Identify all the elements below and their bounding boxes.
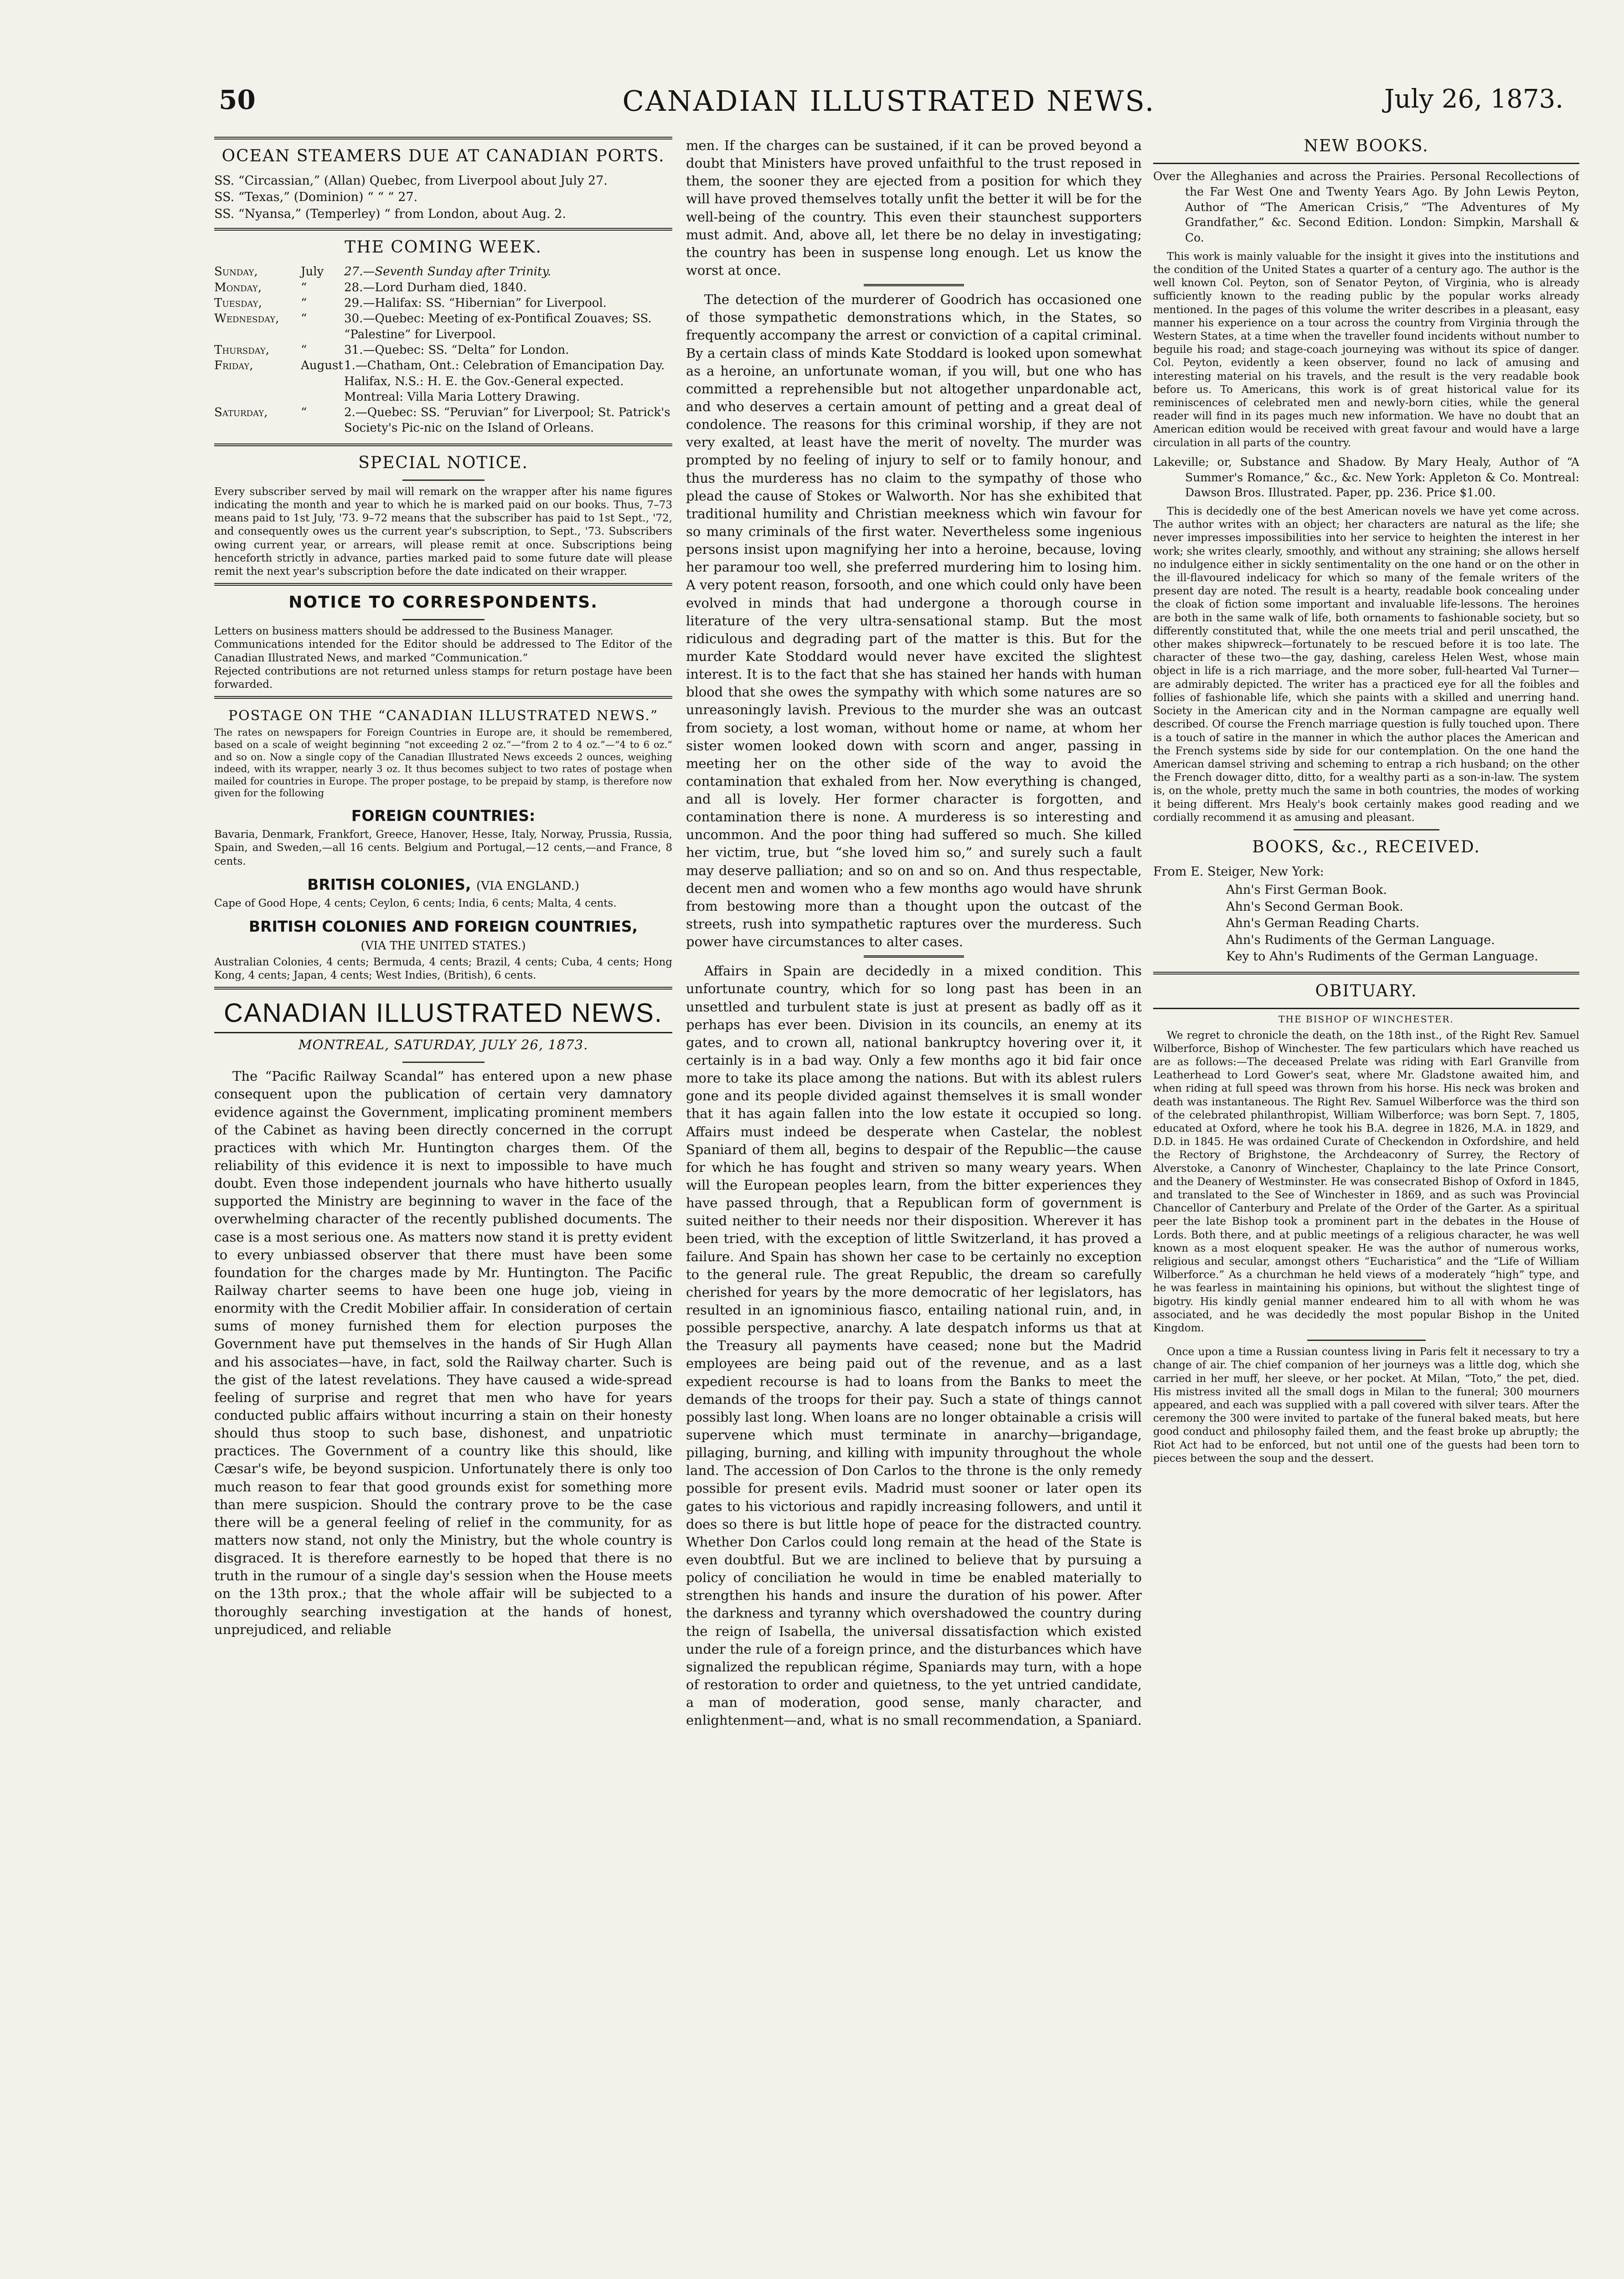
list-item: Ahn's Second German Book. — [1226, 899, 1403, 914]
book-review: This is decidedly one of the best American novels we have yet come across. The author writes with an object; her characters are natural as the life; she never impresses impossibilities into her service to heighten the interest in her work; she writes clearly, smoothly, and without any straining; she allows herself no indulgence either in sickly sentimentality on the one hand or on the other in the ill-flavoured indelicacy for which so many of the female writers of the present day are noted. The result is a hearty, readable book concealing under the cloak of fiction some important and invaluable life-lessons. The heroines are both in the same walk of life, both ornaments to fashionable society, but so differently constituted that, while the one meets trial and peril unscathed, the other makes shipwreck—fortunately to be rescued before it is too late. The character of these two—the gay, dashing, careless Helen West, whose main object in life is a rich marriage, and the more sober, full-hearted Val Turner—are admirably depicted. The writer has a practiced eye for all the foibles and follies of fashionable life, which she paints with a skilled and unerring hand. Society in the American city and in the Norman campagne are equally well described. Of course the French marriage question is fully touched upon. There is a touch of satire in the manner in which the author places the American and the French systems side by side for our contemplation. On the one hand the American damsel striving and scheming to entrap a rich husband; on the other the French dowager ditto, ditto, for a wealthy parti as a son-in-law. The system is, on the whole, pretty much the same in both countries, the modes of working it being different. Mrs Healy's book certainly makes good reading and we cordially recommend it as amusing and pleasant. — [1153, 505, 1579, 824]
editorial-dateline: MONTREAL, SATURDAY, JULY 26, 1873. — [298, 1037, 588, 1053]
short-rule — [402, 619, 485, 620]
week-event: Thursday, “ 31.—Quebec: SS. “Delta” for London. — [214, 343, 569, 357]
anecdote-text: Once upon a time a Russian countess living in Paris felt it necessary to try a change of air. The chief companion of her journeys was a little dog, which she carried in her muff, her sleeve, or her pocket. At Milan, “Toto,” the pet, died. His mistress invited all the small dogs in Milan to the funeral; 300 mourners appeared, and each was supplied with a pall covered with silver tears. After the ceremony the 300 were invited to partake of the funeral baked meats, but here good conduct and philosophy failed them, and the feast broke up abruptly; the Riot Act had to be enforced, but not until one of the guests had been torn to pieces between the soup and the dessert. — [1153, 1346, 1579, 1464]
divider — [1153, 163, 1579, 164]
steamer-line: SS. “Nyansa,” (Temperley) “ from London, about Aug. 2. — [214, 206, 566, 221]
list-item: Ahn's Rudiments of the German Language. — [1226, 933, 1495, 947]
column-3 — [1153, 137, 1579, 2243]
divider — [214, 1032, 672, 1033]
british-foreign-via: (VIA THE UNITED STATES.) — [361, 938, 526, 952]
week-event: Monday, “ 28.—Lord Durham died, 1840. — [214, 280, 527, 294]
list-item: Ahn's German Reading Charts. — [1226, 916, 1420, 931]
book-entry: Over the Alleghanies and across the Prairies. Personal Recollections of the Far West One and Twenty Years Ago. By John Lewis Peyton, Author of “The American Crisis,” “The Adventures of My Grandfather,” &c. Second Edition. London: Simpkin, Marshall & Co. — [1153, 170, 1579, 244]
steamer-line: SS. “Texas,” (Dominion) “ “ “ 27. — [214, 190, 418, 205]
short-rule — [1307, 1340, 1426, 1341]
british-colonies-text: Cape of Good Hope, 4 cents; Ceylon, 6 cents; India, 6 cents; Malta, 4 cents. — [214, 897, 617, 909]
books-received-list — [1153, 882, 1579, 965]
coming-week-list — [214, 264, 672, 436]
editorial-continuation: men. If the charges can be sustained, if it can be proved beyond a doubt that Ministers have proved unfaithful to the trust reposed in them, the sooner they are ejected from a position for which they will have proved themselves totally unfit the better it will be for the well-being of the country. This even their staunchest supporters must admit. And, above all, let there be no delay in investigating; the country has been in suspense long enough. Let us know the worst at once. — [686, 138, 1142, 278]
week-event: Saturday, “ 2.—Quebec: SS. “Peruvian” for Liverpool; St. Patrick's Society's Pic-nic on the Island of Orleans. — [214, 406, 670, 435]
page-number: 50 — [219, 84, 256, 115]
correspondents-text: Letters on business matters should be addressed to the Business Manager. — [214, 625, 614, 638]
divider — [214, 696, 672, 699]
divider — [1153, 1008, 1579, 1009]
divider — [214, 137, 672, 139]
special-notice-text: Every subscriber served by mail will remark on the wrapper after his name figures indicating the month and year to which he is marked paid on our books. Thus, 7–73 means paid to 1st July, '73. 9–72 means that the subscriber has paid to 1st Sept., '72, and consequently owes us the current year's subscription, to Sept., '73. Subscribers owing current year, or arrears, will please remit at once. Subscriptions being henceforth strictly in advance, parties marked paid to some future date will please remit the next year's subscription before the date indicated on their wrapper. — [214, 485, 672, 577]
list-item: Ahn's First German Book. — [1226, 883, 1387, 897]
issue-date: July 26, 1873. — [1384, 84, 1563, 114]
editorial-banner: CANADIAN ILLUSTRATED NEWS. — [224, 998, 663, 1028]
short-rule — [1294, 829, 1439, 830]
divider — [214, 583, 672, 586]
special-notice-heading: SPECIAL NOTICE. — [358, 453, 528, 472]
divider — [214, 228, 672, 231]
foreign-countries-text: Bavaria, Denmark, Frankfort, Greece, Hanover, Hesse, Italy, Norway, Prussia, Russia, Spain, and Sweden,—all 16 cents. Belgium and Portugal,—12 cents,—and France, 8 cents. — [214, 829, 672, 867]
running-head — [214, 84, 1563, 125]
correspondents-heading: NOTICE TO CORRESPONDENTS. — [289, 593, 598, 612]
obituary-text: We regret to chronicle the death, on the 18th inst., of the Right Rev. Samuel Wilberforce, Bishop of Winchester. The few particulars which have reached us are as follows:—The deceased Prelate was riding with Earl Granville from Leatherhead to Lord Gower's seat, where Mr. Gladstone awaited him, and when riding at full speed was thrown from his horse. His neck was broken and death was instantaneous. The Right Rev. Samuel Wilberforce was the third son of the celebrated philanthropist, William Wilberforce; was born Sept. 7, 1805, educated at Oxford, where he took his B.A. degree in 1826, M.A. in 1829, and D.D. in 1845. He was ordained Curate of Checkendon in Oxfordshire, and held the Rectory of Brighstone, the Archdeaconry of Surrey, the Rectory of Alverstoke, a Canonry of Winchester, Chaplaincy to the late Prince Consort, and the Deanery of Westminster. He was consecrated Bishop of Oxford in 1845, and translated to the See of Winchester in 1869, and as such was Provincial Chancellor of Canterbury and Prelate of the Order of the Garter. As a spiritual peer the late Bishop took a prominent part in the debates in the House of Lords. Both there, and at public meetings of a religious character, he was well known as a most eloquent speaker. He was the author of numerous works, religious and secular, amongst others “Eucharistica” and the “Life of William Wilberforce.” As a churchman he held views of a moderately “high” type, and he was fearless in maintaining his opinions, but without the slightest tinge of bigotry. His kindly genial manner endeared him to all with whom he was associated, and he was decidedly the most popular Bishop in the United Kingdom. — [1153, 1029, 1579, 1335]
short-rule — [402, 1062, 485, 1063]
british-colonies-heading: BRITISH COLONIES, (VIA ENGLAND.) — [307, 875, 579, 893]
postage-text: The rates on newspapers for Foreign Countries in Europe are, it should be remembered, based on a scale of weight beginning “not exceeding 2 oz.”—“from 2 to 4 oz.”—“4 to 6 oz.” and so on. Now a single copy of the Canadian Illustrated News exceeds 2 ounces, weighing indeed, with its wrapper, nearly 3 oz. It thus becomes subject to two rates of postage when mailed for countries in Europe. The proper postage, to be prepaid by stamp, is therefore now given for the following — [214, 727, 672, 799]
obituary-subheading: THE BISHOP OF WINCHESTER. — [1279, 1013, 1454, 1025]
column-1 — [214, 137, 672, 2243]
book-review: This work is mainly valuable for the insight it gives into the institutions and the condition of the United States a quarter of a century ago. The author is the well known Col. Peyton, son of Senator Peyton, of Virginia, who is already sufficiently known to the reading public by the popular works already mentioned. In the pages of this volume the writer describes in a pleasant, easy manner his experience on a tour across the country from Virginia through the Western States, at a time when the traveller found incidents without number to beguile his road; and stage-coach journeying was without its spice of danger. Col. Peyton, evidently a keen observer, found no lack of amusing and interesting material on his travels, and the result is the very readable book before us. To Americans, this work is of great historical value for its reminiscences of celebrated men and newly-born cities, while the general reader will find in its pages much new information. We have no doubt that an American edition would be received with great favour and would have a large circulation in all parts of the country. — [1153, 250, 1579, 449]
week-event: Wednesday, “ 30.—Quebec: Meeting of ex-Pontifical Zouaves; SS. “Palestine” for Liverpool. — [214, 312, 652, 341]
new-books-heading: NEW BOOKS. — [1304, 137, 1429, 155]
week-event: Sunday, July 27.—Seventh Sunday after Trinity. — [214, 265, 551, 279]
coming-week-heading: THE COMING WEEK. — [345, 238, 542, 257]
steamer-line: SS. “Circassian,” (Allan) Quebec, from Liverpool about July 27. — [214, 174, 608, 188]
british-foreign-heading: BRITISH COLONIES AND FOREIGN COUNTRIES, — [248, 917, 638, 935]
divider — [214, 987, 672, 990]
masthead: CANADIAN ILLUSTRATED NEWS. — [622, 84, 1155, 118]
editorial-text: The “Pacific Railway Scandal” has entered upon a new phase consequent upon the publication of certain very damnatory evidence against the Government, implicating prominent members of the Cabinet as having been directly concerned in the corrupt practices with which Mr. Huntington charges them. Of the reliability of this evidence it is next to impossible to have much doubt. Even those independent journals who have hitherto usually supported the Ministry are beginning to waver in the face of the overwhelming character of the recently published documents. The case is a most serious one. As matters now stand it is pretty evident to every unbiassed observer that there must have been some foundation for the charges made by Mr. Huntington. The Pacific Railway charter seems to have been one huge job, vieing in enormity with the Credit Mobilier affair. In consideration of certain sums of money furnished them for election purposes the Government have put themselves in the hands of Sir Hugh Allan and his associates—have, in fact, sold the Railway charter. Such is the gist of the latest revelations. They have caused a wide-spread feeling of surprise and regret that men who have for years conducted public affairs without incurring a stain on their honesty should thus stoop to such base, dishonest, and unpatriotic practices. The Government of a country like this should, like Cæsar's wife, be beyond suspicion. Unfortunately there is only too much reason to fear that good grounds exist for something more than mere suspicion. Should the contrary prove to be the case there will be a general feeling of relief in the community, for as matters now stand, not only the Ministry, but the whole country is disgraced. It is therefore earnestly to be hoped that there is no truth in the rumour of a single day's session when the House meets on the 13th prox.; that the whole affair will be subjected to a thoroughly searching investigation at the hands of honest, unprejudiced, and reliable — [214, 1068, 672, 1637]
correspondents-text: Communications intended for the Editor should be addressed to The Editor of the Canadian Illustrated News, and marked “Communication.” — [214, 639, 672, 664]
short-rule — [402, 480, 485, 481]
foreign-countries-heading: FOREIGN COUNTRIES: — [351, 807, 536, 825]
books-received-from: From E. Steiger, New York: — [1153, 864, 1324, 879]
list-item: Key to Ahn's Rudiments of the German Language. — [1226, 949, 1538, 964]
short-rule — [864, 284, 964, 286]
steamers-heading: OCEAN STEAMERS DUE AT CANADIAN PORTS. — [222, 147, 665, 165]
obituary-heading: OBITUARY. — [1315, 981, 1418, 1000]
book-entry: Lakeville; or, Substance and Shadow. By Mary Healy, Author of “A Summer's Romance,” &c., &c. New York: Appleton & Co. Montreal: Dawson Bros. Illustrated. Paper, pp. 236. Price $1.00. — [1153, 455, 1579, 500]
week-event: Friday, August 1.—Chatham, Ont.: Celebration of Emancipation Day. Halifax, N.S.: H. E. the Gov.-General expected. Montreal: Villa Maria Lottery Drawing. — [214, 359, 665, 404]
divider — [214, 443, 672, 446]
postage-heading: POSTAGE ON THE “CANADIAN ILLUSTRATED NEWS.” — [228, 708, 659, 724]
spain-article: Affairs in Spain are decidedly in a mixed condition. This unfortunate country, which for so long past has been in an unsettled and turbulent state is just at present as badly off as it perhaps has ever been. Division in its councils, an enemy at its gates, and to crown all, national bankruptcy hovering over it, it certainly is in a bad way. Only a few months ago it bid fair once more to take its place among the nations. But with its ablest rulers gone and its people divided against themselves it is small wonder that it has again fallen into the low estate it occupied so long. Affairs must indeed be desperate when Castelar, the noblest Spaniard of them all, begins to despair of the Republic—the cause for which he has fought and striven so many weary years. When will the European peoples learn, from the bitter experiences they have passed through, that a Republican form of government is suited neither to their needs nor their disposition. Wherever it has been tried, with the exception of little Switzerland, it has proved a failure. And Spain has shown her case to be certainly no exception to the general rule. The great Republic, the dream so carefully cherished for years by the more democratic of her legislators, has resulted in an ignominious fiasco, entailing national ruin, and, in possible perspective, anarchy. A late despatch informs us that at the Treasury all payments have ceased; none but the Madrid employees are being paid out of the revenue, and as a last expedient recourse is had to loans from the Banks to meet the demands of the troops for their pay. Such a state of things cannot possibly last long. When loans are no longer obtainable a crisis will supervene which must terminate in anarchy—brigandage, pillaging, burning, and killing with impunity throughout the whole land. The accession of Don Carlos to the throne is the only remedy possible for present evils. Madrid must sooner or later open its gates to his victorious and rapidly increasing followers, and until it does so there is but little hope of peace for the distracted country. Whether Don Carlos could long remain at the head of the State is even doubtful. But we are inclined to believe that by pursuing a policy of conciliation he would in time be enabled materially to strengthen his hands and insure the duration of his power. After the darkness and tyranny which overshadowed the country during the reign of Isabella, the universal dissatisfaction which existed under the rule of a foreign prince, and the disturbances which have signalized the republican régime, Spaniards may turn, with a hope of restoration to order and quietness, to the yet untried candidate, a man of moderation, good sense, manly character, and enlightenment—and, what is no small recommendation, a Spaniard. — [686, 963, 1142, 1728]
short-rule — [864, 955, 964, 958]
divider — [1153, 972, 1579, 975]
week-event: Tuesday, “ 29.—Halifax: SS. “Hibernian” for Liverpool. — [214, 296, 607, 310]
correspondents-text: Rejected contributions are not returned unless stamps for return postage have been forwarded. — [214, 665, 672, 691]
british-foreign-text: Australian Colonies, 4 cents; Bermuda, 4 cents; Brazil, 4 cents; Cuba, 4 cents; Hong Kong, 4 cents; Japan, 4 cents; West Indies, (British), 6 cents. — [214, 956, 672, 982]
books-received-heading: BOOKS, &c., RECEIVED. — [1252, 837, 1480, 856]
stoddard-article: The detection of the murderer of Goodrich has occasioned one of those sympathetic demonstrations which, in the States, so frequently accompany the arrest or conviction of a capital criminal. By a certain class of minds Kate Stoddard is looked upon somewhat as a heroine, an unfortunate woman, if you will, but one who has committed a reprehensible but not altogether unpardonable act, and who deserves a certain amount of petting and a great deal of condolence. The reasons for this criminal worship, if they are not very exalted, at least have the merit of novelty. The murder was prompted by no feeling of injury to self or to family honour, and thus the murderess has no claim to the sympathy of those who plead the cause of Stokes or Walworth. Nor has she exhibited that traditional humility and Christian meekness which win favour for so many criminals of the first water. Nevertheless some ingenious persons insist upon magnifying her into a heroine, because, loving her paramour too well, she preferred murdering him to losing him. A very potent reason, forsooth, and one which could only have been evolved in minds that had undergone a thorough course in literature of the very ultra-sensational stamp. But the most ridiculous and degrading part of the matter is this. But for the murder Kate Stoddard would never have excited the slightest interest. It is to the fact that she has stained her hands with human blood that she owes the sympathy with which some natures are so unreasoningly lavish. Previous to the murder she was an outcast from society, a lost woman, without home or name, at whom her sister women looked down with scorn and anger, passing in meeting her on the other side of the way to avoid the contamination that exhaled from her. Now everything is changed, and all is lovely. Her former character is forgotten, and contamination there is none. A murderess is so interesting and uncommon. And the poor thing had suffered so much. She killed her victim, true, but “she loved him so,” and surely such a fault may deserve palliation; and so on and so on. And thus respectable, decent men and women who a few months ago would have shrunk from bestowing more than a thought upon the outcast of the streets, rush into sympathetic raptures over the murderess. Such power have circumstances to alter cases. — [686, 292, 1142, 950]
column-2 — [686, 137, 1142, 2243]
